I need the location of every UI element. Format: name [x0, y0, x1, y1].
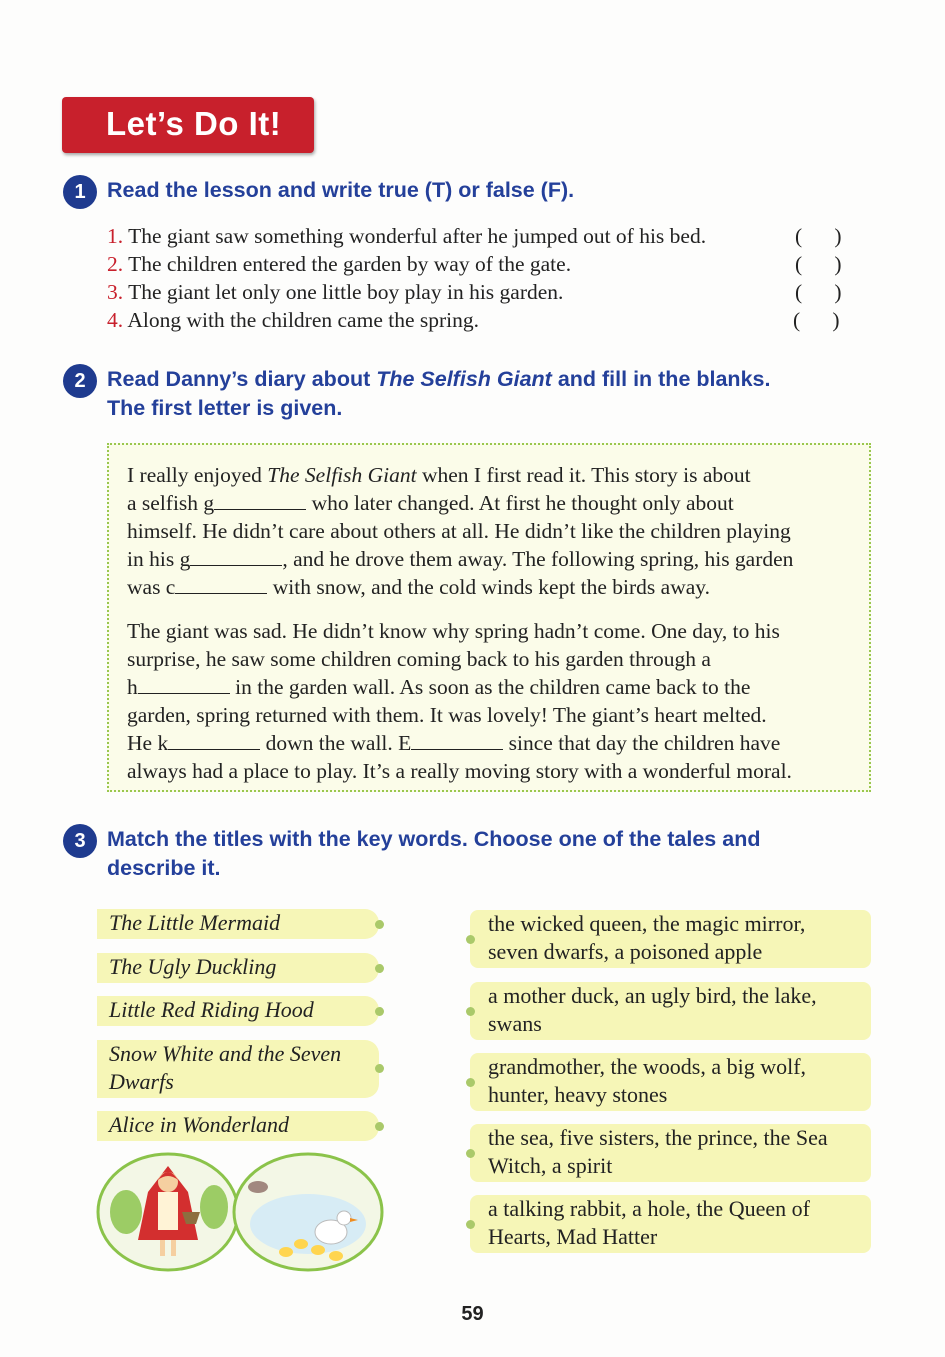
- exercise-3-title: [107, 825, 760, 883]
- exercise-2-title: [107, 365, 770, 423]
- diary-text: I really enjoyed: [127, 463, 268, 487]
- match-dot[interactable]: [466, 1149, 475, 1158]
- keyword-text: a mother duck, an ugly bird, the lake,: [488, 983, 817, 1008]
- fill-blank[interactable]: [175, 573, 267, 594]
- diary-text: always had a place to play. It’s a really moving story with a wonderful moral.: [127, 759, 792, 783]
- keyword-box[interactable]: [470, 1195, 871, 1253]
- tf-item: [107, 306, 852, 334]
- keyword-box[interactable]: [470, 1124, 871, 1182]
- diary-text: garden, spring returned with them. It was lovely! The giant’s heart melted.: [127, 703, 767, 727]
- tf-item: [107, 278, 852, 306]
- banner-title: Let’s Do It!: [106, 105, 282, 142]
- diary-text: The giant was sad. He didn’t know why spring hadn’t come. One day, to his: [127, 619, 780, 643]
- exercise-3-number: 3: [63, 824, 97, 858]
- section-banner: [62, 97, 314, 153]
- fill-blank[interactable]: [190, 545, 282, 566]
- keyword-text: the wicked queen, the magic mirror,: [488, 911, 806, 936]
- keyword-text: a talking rabbit, a hole, the Queen of: [488, 1196, 810, 1221]
- tf-item-text: The children entered the garden by way of the gate.: [128, 252, 572, 276]
- tf-answer-blank[interactable]: ( ): [795, 280, 842, 304]
- diary-box: [107, 443, 871, 792]
- match-dot[interactable]: [375, 1064, 384, 1073]
- tf-item-text: The giant let only one little boy play in his garden.: [128, 280, 564, 304]
- exercise-2-title-book: The Selfish Giant: [376, 367, 552, 391]
- exercise-2-number: 2: [63, 364, 97, 398]
- exercise-2-title-part: and fill in the blanks.: [551, 367, 771, 391]
- tale-title[interactable]: [97, 1040, 379, 1098]
- exercise-1-number: 1: [63, 175, 97, 209]
- tf-item: [107, 222, 852, 250]
- tf-item-number: 1.: [107, 224, 124, 248]
- tf-item-number: 2.: [107, 252, 124, 276]
- match-dot[interactable]: [375, 1122, 384, 1131]
- keyword-box[interactable]: [470, 982, 871, 1040]
- tale-title-text: The Little Mermaid: [109, 910, 281, 935]
- diary-text: who later changed. At first he thought only about: [306, 491, 734, 515]
- diary-paragraph-2: [127, 617, 867, 785]
- tf-item-text: Along with the children came the spring.: [127, 308, 480, 332]
- diary-text: h: [127, 675, 138, 699]
- tf-item-number: 4.: [107, 308, 124, 332]
- diary-text: in his g: [127, 547, 191, 571]
- match-dot[interactable]: [466, 935, 475, 944]
- diary-text: a selfish g: [127, 491, 215, 515]
- exercise-1-title: Read the lesson and write true (T) or false (F).: [107, 178, 575, 202]
- keyword-text: swans: [488, 1011, 542, 1036]
- tale-title-text: Alice in Wonderland: [109, 1112, 290, 1137]
- exercise-3-title-line2: describe it.: [107, 856, 221, 880]
- red-riding-hood-illustration: [98, 1154, 238, 1270]
- ugly-duckling-illustration: [234, 1154, 382, 1270]
- diary-text: in the garden wall. As soon as the children came back to the: [229, 675, 751, 699]
- diary-book-title: The Selfish Giant: [267, 463, 417, 487]
- keyword-box[interactable]: [470, 1053, 871, 1111]
- diary-text: when I first read it. This story is about: [416, 463, 751, 487]
- tf-answer-blank[interactable]: ( ): [795, 252, 842, 276]
- match-dot[interactable]: [466, 1007, 475, 1016]
- diary-text: surprise, he saw some children coming back to his garden through a: [127, 647, 711, 671]
- keyword-box[interactable]: [470, 910, 871, 968]
- tale-title[interactable]: [97, 909, 379, 939]
- match-dot[interactable]: [375, 1007, 384, 1016]
- fill-blank[interactable]: [168, 729, 260, 750]
- tf-answer-blank[interactable]: ( ): [795, 224, 842, 248]
- diary-text: down the wall. E: [260, 731, 412, 755]
- keyword-text: Hearts, Mad Hatter: [488, 1224, 658, 1249]
- tale-title-text: Snow White and the Seven: [109, 1041, 342, 1066]
- diary-text: was c: [127, 575, 176, 599]
- illustration-area: [96, 1152, 386, 1274]
- diary-paragraph-1: [127, 461, 867, 601]
- diary-text: since that day the children have: [503, 731, 781, 755]
- fill-blank[interactable]: [411, 729, 503, 750]
- page-number: 59: [461, 1303, 484, 1325]
- exercise-2-title-line2: The first letter is given.: [107, 396, 343, 420]
- match-dot[interactable]: [466, 1220, 475, 1229]
- tf-answer-blank[interactable]: ( ): [793, 308, 840, 332]
- diary-text: He k: [127, 731, 169, 755]
- tale-title-text: Little Red Riding Hood: [109, 997, 314, 1022]
- fill-blank[interactable]: [138, 673, 230, 694]
- exercise-2-title-part: Read Danny’s diary about: [107, 367, 377, 391]
- tf-item-number: 3.: [107, 280, 124, 304]
- tale-title-text: Dwarfs: [109, 1069, 174, 1094]
- match-dot[interactable]: [375, 964, 384, 973]
- exercise-3-title-line1: Match the titles with the key words. Choose one of the tales and: [107, 827, 761, 851]
- tf-item-text: The giant saw something wonderful after he jumped out of his bed.: [128, 224, 707, 248]
- match-dot[interactable]: [466, 1078, 475, 1087]
- tale-title-text: The Ugly Duckling: [109, 954, 277, 979]
- tale-title[interactable]: [97, 996, 379, 1026]
- keyword-text: Witch, a spirit: [488, 1153, 613, 1178]
- keyword-text: hunter, heavy stones: [488, 1082, 668, 1107]
- keyword-text: seven dwarfs, a poisoned apple: [488, 939, 763, 964]
- tale-title[interactable]: [97, 953, 379, 983]
- keyword-text: the sea, five sisters, the prince, the Sea: [488, 1125, 828, 1150]
- diary-text: himself. He didn’t care about others at all. He didn’t like the children playing: [127, 519, 791, 543]
- diary-text: , and he drove them away. The following spring, his garden: [282, 547, 794, 571]
- diary-text: with snow, and the cold winds kept the birds away.: [267, 575, 711, 599]
- tale-title[interactable]: [97, 1111, 379, 1141]
- match-dot[interactable]: [375, 920, 384, 929]
- keyword-text: grandmother, the woods, a big wolf,: [488, 1054, 807, 1079]
- tf-item: [107, 250, 852, 278]
- fill-blank[interactable]: [214, 489, 306, 510]
